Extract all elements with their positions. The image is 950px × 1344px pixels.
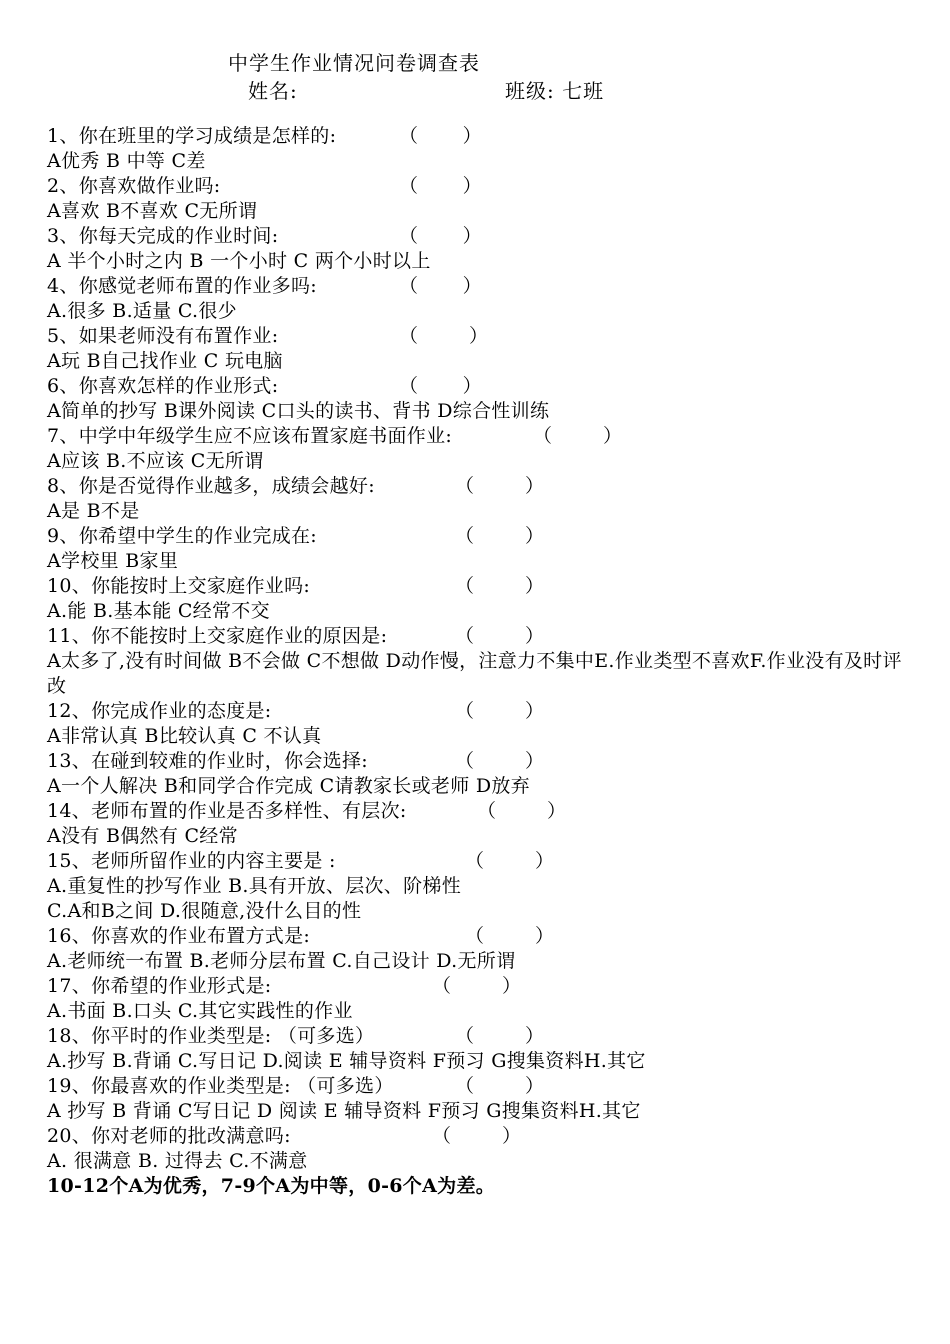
question-text: 9、你希望中学生的作业完成在: <box>47 525 317 547</box>
answer-blank[interactable]: （ ） <box>465 850 555 872</box>
answer-blank[interactable]: （ ） <box>533 425 623 447</box>
question-16 <box>47 924 927 949</box>
question-12 <box>47 699 927 724</box>
answer-blank[interactable]: （ ） <box>455 475 545 497</box>
question-text: 7、中学中年级学生应不应该布置家庭书面作业: <box>47 425 453 447</box>
answer-blank[interactable]: （ ） <box>432 1125 522 1147</box>
question-8 <box>47 474 927 499</box>
question-20 <box>47 1124 927 1149</box>
answer-blank[interactable]: （ ） <box>455 1075 545 1097</box>
question-text: 3、你每天完成的作业时间: <box>47 225 279 247</box>
options-8: A是 B不是 <box>47 500 140 522</box>
answer-blank[interactable]: （ ） <box>455 1025 545 1047</box>
page-title: 中学生作业情况问卷调查表 <box>228 51 480 75</box>
options-18: A.抄写 B.背诵 C.写日记 D.阅读 E 辅导资料 F预习 G搜集资料H.其它 <box>47 1050 646 1072</box>
question-text: 11、你不能按时上交家庭作业的原因是: <box>47 625 388 647</box>
options-15b: C.A和B之间 D.很随意,没什么目的性 <box>47 900 362 922</box>
options-9: A学校里 B家里 <box>47 550 179 572</box>
question-text: 1、你在班里的学习成绩是怎样的: <box>47 125 337 147</box>
answer-blank[interactable]: （ ） <box>399 375 482 397</box>
question-6 <box>47 374 927 399</box>
answer-blank[interactable]: （ ） <box>455 525 545 547</box>
question-text: 16、你喜欢的作业布置方式是: <box>47 925 311 947</box>
options-6: A简单的抄写 B课外阅读 C口头的读书、背书 D综合性训练 <box>47 400 550 422</box>
name-label: 姓名: <box>248 79 298 103</box>
options-20: A. 很满意 B. 过得去 C.不满意 <box>47 1150 308 1172</box>
question-text: 15、老师所留作业的内容主要是 : <box>47 850 336 872</box>
question-18 <box>47 1024 927 1049</box>
question-text: 17、你希望的作业形式是: <box>47 975 272 997</box>
question-text: 20、你对老师的批改满意吗: <box>47 1125 291 1147</box>
question-17 <box>47 974 927 999</box>
answer-blank[interactable]: （ ） <box>399 125 482 147</box>
question-14 <box>47 799 927 824</box>
options-1: A优秀 B 中等 C差 <box>47 150 206 172</box>
options-7: A应该 B.不应该 C无所谓 <box>47 450 264 472</box>
scoring-note: 10-12个A为优秀，7-9个A为中等，0-6个A为差。 <box>47 1175 496 1197</box>
question-1 <box>47 124 927 149</box>
options-17: A.书面 B.口头 C.其它实践性的作业 <box>47 1000 353 1022</box>
question-4 <box>47 274 927 299</box>
question-11 <box>47 624 927 649</box>
answer-blank[interactable]: （ ） <box>399 325 489 347</box>
class-label: 班级: 七班 <box>505 79 605 103</box>
answer-blank[interactable]: （ ） <box>399 275 482 297</box>
question-13 <box>47 749 927 774</box>
question-text: 12、你完成作业的态度是: <box>47 700 272 722</box>
options-13: A一个人解决 B和同学合作完成 C请教家长或老师 D放弃 <box>47 775 530 797</box>
question-text: 10、你能按时上交家庭作业吗: <box>47 575 311 597</box>
question-3 <box>47 224 927 249</box>
answer-blank[interactable]: （ ） <box>399 225 482 247</box>
answer-blank[interactable]: （ ） <box>455 625 545 647</box>
question-text: 19、你最喜欢的作业类型是: （可多选） <box>47 1075 394 1097</box>
question-text: 6、你喜欢怎样的作业形式: <box>47 375 279 397</box>
options-14: A没有 B偶然有 C经常 <box>47 825 238 847</box>
question-2 <box>47 174 927 199</box>
question-text: 5、如果老师没有布置作业: <box>47 325 279 347</box>
question-text: 18、你平时的作业类型是: （可多选） <box>47 1025 375 1047</box>
options-11: A太多了,没有时间做 B不会做 C不想做 D动作慢，注意力不集中E.作业类型不喜欢F.作业没有及时评改 <box>47 650 902 697</box>
options-3: A 半个小时之内 B 一个小时 C 两个小时以上 <box>47 250 431 272</box>
answer-blank[interactable]: （ ） <box>432 975 522 997</box>
options-16: A.老师统一布置 B.老师分层布置 C.自己设计 D.无所谓 <box>47 950 516 972</box>
options-12: A非常认真 B比较认真 C 不认真 <box>47 725 322 747</box>
options-2: A喜欢 B不喜欢 C无所谓 <box>47 200 258 222</box>
options-19: A 抄写 B 背诵 C写日记 D 阅读 E 辅导资料 F预习 G搜集资料H.其它 <box>47 1100 641 1122</box>
options-4: A.很多 B.适量 C.很少 <box>47 300 237 322</box>
answer-blank[interactable]: （ ） <box>455 750 545 772</box>
answer-blank[interactable]: （ ） <box>477 800 567 822</box>
answer-blank[interactable]: （ ） <box>399 175 482 197</box>
question-9 <box>47 524 927 549</box>
question-text: 13、在碰到较难的作业时，你会选择: <box>47 750 368 772</box>
answer-blank[interactable]: （ ） <box>455 700 545 722</box>
question-10 <box>47 574 927 599</box>
question-text: 8、你是否觉得作业越多，成绩会越好: <box>47 475 375 497</box>
question-text: 2、你喜欢做作业吗: <box>47 175 221 197</box>
options-5: A玩 B自己找作业 C 玩电脑 <box>47 350 283 372</box>
question-text: 14、老师布置的作业是否多样性、有层次: <box>47 800 407 822</box>
question-15 <box>47 849 927 874</box>
options-15a: A.重复性的抄写作业 B.具有开放、层次、阶梯性 <box>47 875 462 897</box>
question-text: 4、你感觉老师布置的作业多吗: <box>47 275 317 297</box>
questionnaire-body <box>47 124 927 1199</box>
question-7 <box>47 424 927 449</box>
answer-blank[interactable]: （ ） <box>465 925 555 947</box>
question-5 <box>47 324 927 349</box>
options-10: A.能 B.基本能 C经常不交 <box>47 600 270 622</box>
answer-blank[interactable]: （ ） <box>455 575 545 597</box>
question-19 <box>47 1074 927 1099</box>
